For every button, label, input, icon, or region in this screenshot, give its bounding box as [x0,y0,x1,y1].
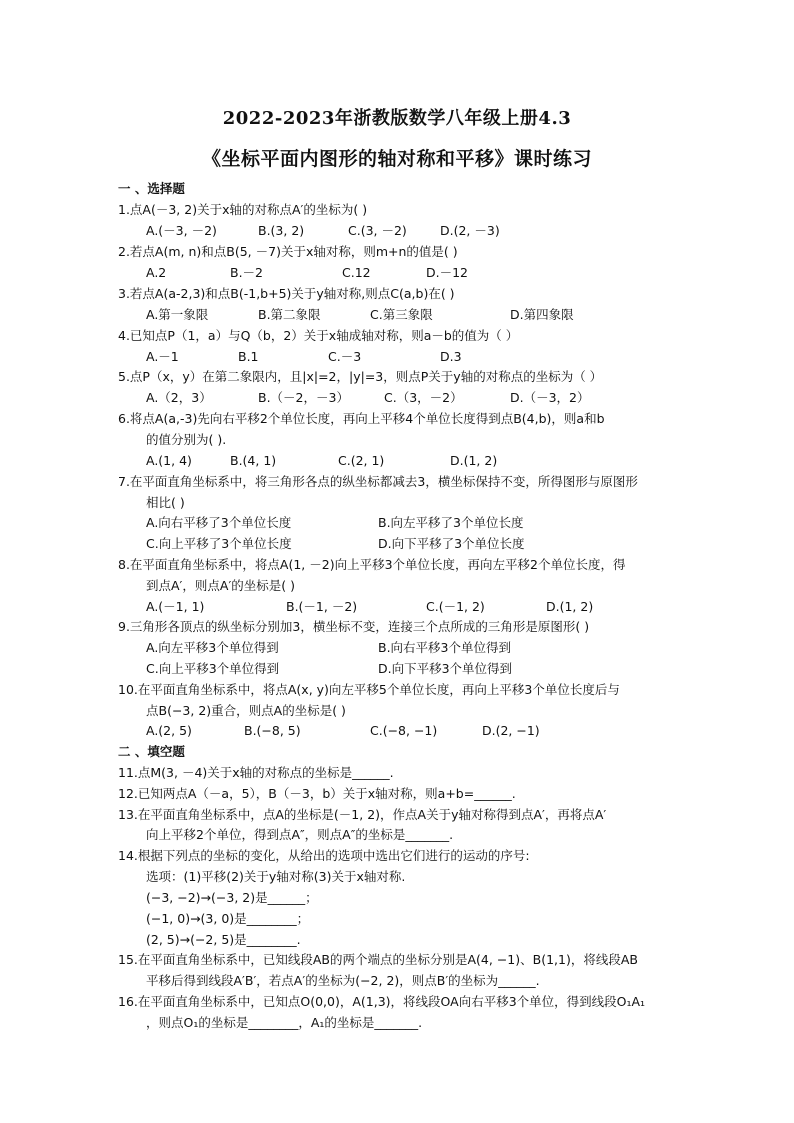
option-d: D.(1, 2) [546,599,594,614]
question-2: 2.若点A(m, n)和点B(5, －7)关于x轴对称，则m+n的值是( ) [118,244,458,259]
option-b: B.(−8, 5) [244,723,301,738]
option-d: D.（－3，2） [510,390,590,405]
option-b: B.1 [238,349,259,364]
question-1: 1.点A(－3, 2)关于x轴的对称点A′的坐标为( ) [118,202,368,217]
option-c: C.－3 [328,349,362,364]
question-14: 14.根据下列点的坐标的变化，从给出的选项中选出它们进行的运动的序号: [118,848,530,863]
question-14-item-1: (−3, −2)→(−3, 2)是______； [146,890,318,905]
question-10-cont: 点B(−3, 2)重合，则点A的坐标是( ) [146,703,346,718]
question-3: 3.若点A(a-2,3)和点B(-1,b+5)关于y轴对称,则点C(a,b)在( ) [118,286,455,301]
question-13: 13.在平面直角坐标系中，点A的坐标是(－1, 2)，作点A关于y轴对称得到点A′，再将点A′ [118,807,607,822]
option-b: B.向右平移3个单位得到 [378,640,512,655]
section-fill-heading: 二 、填空题 [118,744,185,759]
title-line-2: 《坐标平面内图形的轴对称和平移》课时练习 [201,148,592,170]
option-c: C.向上平移了3个单位长度 [146,536,292,551]
option-a: A.2 [146,265,167,280]
option-d: D.向下平移3个单位得到 [378,661,513,676]
option-c: C.(－1, 2) [426,599,485,614]
question-9: 9.三角形各顶点的纵坐标分别加3，横坐标不变，连接三个点所成的三角形是原图形( ) [118,619,590,634]
option-b: B.向左平移了3个单位长度 [378,515,524,530]
option-d: D.第四象限 [510,307,574,322]
option-d: D.向下平移了3个单位长度 [378,536,525,551]
question-4: 4.已知点P（1，a）与Q（b，2）关于x轴成轴对称，则a－b的值为（ ） [118,328,519,343]
option-c: C.向上平移3个单位得到 [146,661,280,676]
option-b: B.（－2，－3） [258,390,349,405]
option-a: A.向右平移了3个单位长度 [146,515,292,530]
question-15: 15.在平面直角坐标系中，已知线段AB的两个端点的坐标分别是A(4, −1)、B(1,1)，将线段AB [118,952,638,967]
question-16-cont: ，则点O₁的坐标是________，A₁的坐标是_______. [146,1015,423,1030]
option-b: B.(－1, －2) [286,599,358,614]
option-a: A.第一象限 [146,307,209,322]
option-d: D.(2, −1) [482,723,540,738]
question-14-options: 选项：(1)平移(2)关于y轴对称(3)关于x轴对称. [146,869,406,884]
option-d: D.－12 [426,265,469,280]
question-8: 8.在平面直角坐标系中，将点A(1, －2)向上平移3个单位长度，再向左平移2个单位长度，得 [118,557,626,572]
option-a: A.(2, 5) [146,723,192,738]
option-a: A.(1, 4) [146,453,192,468]
option-c: C.(3, －2) [348,223,407,238]
question-12: 12.已知两点A（－a，5），B（－3，b）关于x轴对称，则a+b=______. [118,786,516,801]
option-d: D.3 [440,349,462,364]
option-c: C.(−8, −1) [370,723,438,738]
option-b: B.(4, 1) [230,453,277,468]
question-5: 5.点P（x，y）在第二象限内，且|x|=2，|y|=3，则点P关于y轴的对称点的坐标为（ ） [118,369,603,384]
question-7: 7.在平面直角坐标系中，将三角形各点的纵坐标都减去3，横坐标保持不变，所得图形与原图形 [118,474,638,489]
question-6: 6.将点A(a,-3)先向右平移2个单位长度，再向上平移4个单位长度得到点B(4,b)，则a和b [118,411,605,426]
question-13-cont: 向上平移2个单位，得到点A″，则点A″的坐标是_______. [146,827,454,842]
option-a: A.－1 [146,349,179,364]
option-a: A.(－1, 1) [146,599,205,614]
option-b: B.(3, 2) [258,223,305,238]
question-8-cont: 到点A′，则点A′的坐标是( ) [146,578,296,593]
section-choice-heading: 一 、选择题 [118,181,185,196]
question-6-cont: 的值分别为( ). [146,432,227,447]
option-a: A.向左平移3个单位得到 [146,640,279,655]
option-c: C.（3，－2） [384,390,463,405]
question-14-item-2: (−1, 0)→(3, 0)是________； [146,911,310,926]
option-d: D.(1, 2) [450,453,498,468]
question-15-cont: 平移后得到线段A′B′，若点A′的坐标为(−2, 2)，则点B′的坐标为______. [146,973,540,988]
question-11: 11.点M(3, －4)关于x轴的对称点的坐标是______. [118,765,394,780]
question-16: 16.在平面直角坐标系中，已知点O(0,0)，A(1,3)，将线段OA向右平移3个单位，得到线段O₁A₁ [118,994,646,1009]
option-c: C.(2, 1) [338,453,385,468]
question-10: 10.在平面直角坐标系中，将点A(x, y)向左平移5个单位长度，再向上平移3个单位长度后与 [118,682,620,697]
option-a: A.(－3, －2) [146,223,217,238]
option-b: B.－2 [230,265,264,280]
question-7-cont: 相比( ) [146,495,185,510]
option-c: C.12 [342,265,371,280]
option-a: A.（2，3） [146,390,212,405]
option-b: B.第二象限 [258,307,321,322]
option-c: C.第三象限 [370,307,433,322]
option-d: D.(2, －3) [440,223,500,238]
question-14-item-3: (2, 5)→(−2, 5)是________. [146,932,301,947]
title-line-1: 2022-2023年浙教版数学八年级上册4.3 [222,108,572,129]
